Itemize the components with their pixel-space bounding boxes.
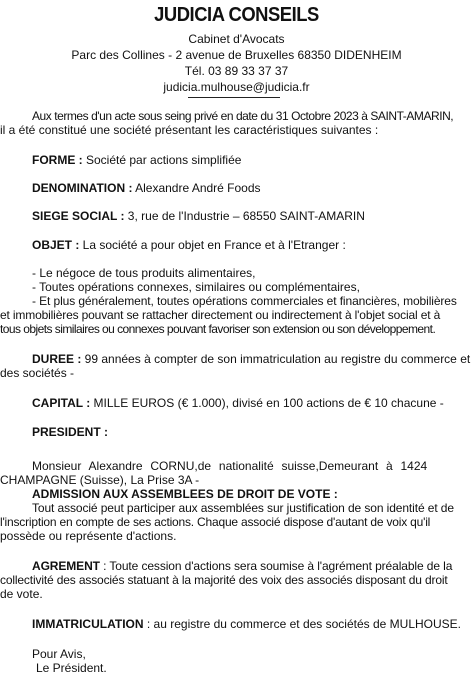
admission-line-1: Tout associé peut participer aux assemblées sur justification de son identité et de — [32, 501, 454, 515]
duree-value: 99 années à compter de son immatriculation au registre du commerce et — [81, 352, 471, 366]
duree-field — [32, 352, 473, 366]
president-line-1: Monsieur Alexandre CORNU,de nationalité suisse,Demeurant à 1424 — [32, 459, 428, 473]
capital-field — [32, 396, 473, 410]
firm-email: judicia.mulhouse@judicia.fr — [163, 80, 310, 94]
objet-item: tous objets similaires ou connexes pouvant favoriser son extension ou son développement. — [0, 322, 436, 336]
objet-item: - Le négoce de tous produits alimentaires, — [32, 266, 256, 280]
forme-field — [32, 153, 473, 167]
intro-line-2: il a été constitué une société présentant les caractéristiques suivantes : — [0, 123, 379, 137]
header-divider — [188, 97, 280, 98]
siege-label: SIEGE SOCIAL : — [32, 209, 125, 223]
siege-field — [32, 209, 473, 223]
agrement-line-3: de vote. — [0, 587, 43, 601]
denomination-field — [32, 181, 473, 195]
immatriculation-value: : au registre du commerce et des sociétés de MULHOUSE. — [143, 617, 462, 631]
capital-value: MILLE EUROS (€ 1.000), divisé en 100 actions de € 10 chacune - — [90, 396, 444, 410]
agrement-field — [32, 559, 473, 573]
president-line-2: CHAMPAGNE (Suisse), La Prise 3A - — [0, 473, 200, 487]
agrement-label: AGREMENT — [32, 559, 100, 573]
firm-phone: Tél. 03 89 33 37 37 — [184, 64, 289, 78]
objet-value: La société a pour objet en France et à l'Etranger : — [79, 238, 346, 252]
immatriculation-field — [32, 617, 473, 631]
forme-label: FORME : — [32, 153, 83, 167]
firm-subtitle: Cabinet d'Avocats — [188, 32, 285, 46]
denomination-label: DENOMINATION : — [32, 181, 133, 195]
closing-line-1: Pour Avis, — [32, 647, 86, 661]
objet-item: - Et plus généralement, toutes opérations commerciales et financières, mobilières — [32, 294, 457, 308]
agrement-value: : Toute cession d'actions sera soumise à l'agrément préalable de la — [99, 559, 453, 573]
objet-item: - Toutes opérations connexes, similaires ou complémentaires, — [32, 280, 360, 294]
immatriculation-label: IMMATRICULATION — [32, 617, 144, 631]
objet-item: et immobilières pouvant se rattacher directement ou indirectement à l'objet social et à — [0, 308, 441, 322]
duree-value-cont: des sociétés - — [0, 366, 75, 380]
admission-line-3: possède ou représente d'actions. — [0, 529, 177, 543]
duree-label: DUREE : — [32, 352, 82, 366]
objet-field — [32, 238, 473, 252]
admission-label: ADMISSION AUX ASSEMBLEES DE DROIT DE VOTE : — [32, 487, 338, 501]
objet-label: OBJET : — [32, 238, 80, 252]
agrement-line-2: collectivité des associés statuant à la majorité des voix des associés disposant du droit — [0, 573, 448, 587]
admission-line-2: l'inscription en compte de ses actions. Chaque associé dispose d'autant de voix qu'il — [0, 515, 431, 529]
denomination-value: Alexandre André Foods — [132, 181, 261, 195]
forme-value: Société par actions simplifiée — [82, 153, 242, 167]
president-label: PRESIDENT : — [32, 425, 109, 439]
firm-address: Parc des Collines - 2 avenue de Bruxelles 68350 DIDENHEIM — [71, 48, 402, 62]
firm-name: JUDICIA CONSEILS — [154, 4, 319, 26]
capital-label: CAPITAL : — [32, 396, 91, 410]
intro-line-1: Aux termes d'un acte sous seing privé en date du 31 Octobre 2023 à SAINT-AMARIN, — [32, 109, 454, 123]
siege-value: 3, rue de l'Industrie – 68550 SAINT-AMARIN — [124, 209, 365, 223]
closing-line-2: Le Président. — [36, 661, 107, 675]
